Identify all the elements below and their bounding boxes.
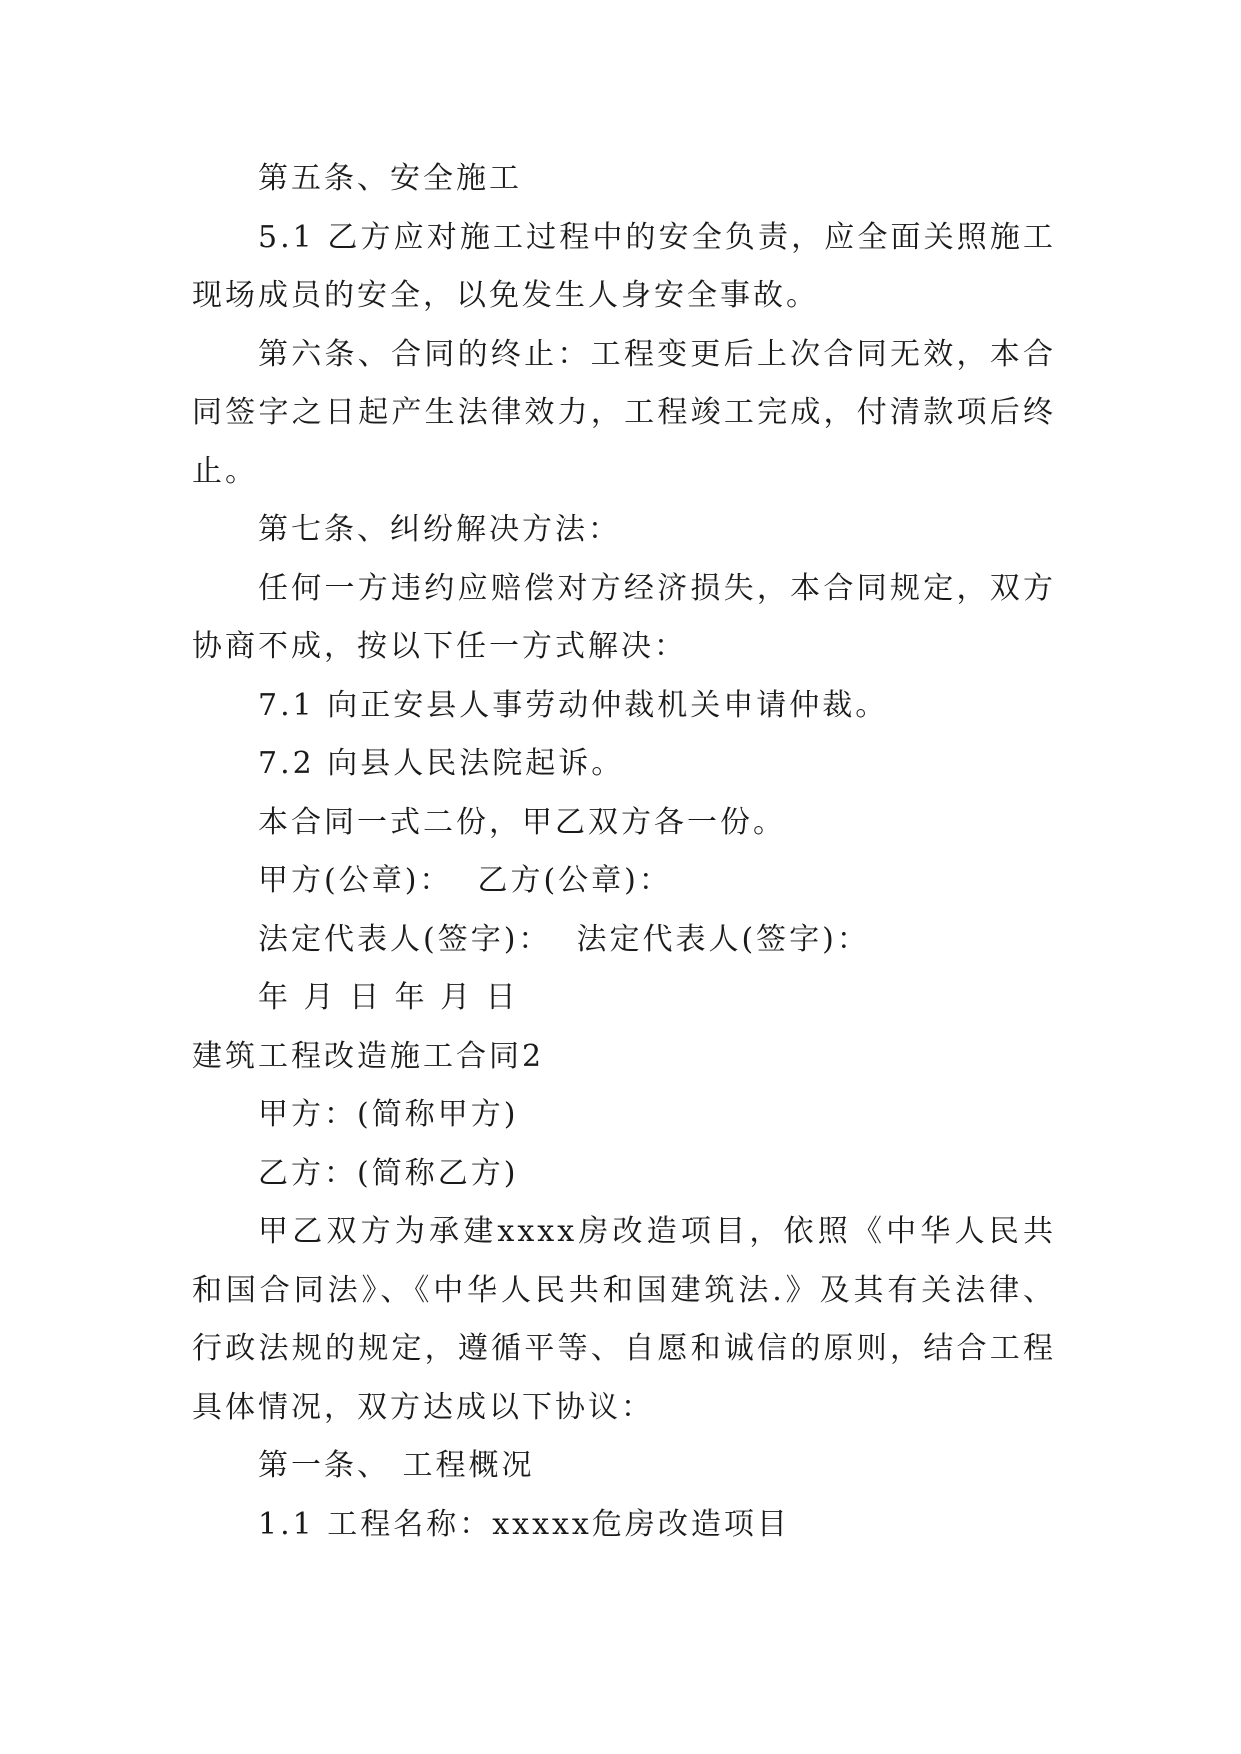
- copies-statement: 本合同一式二份，甲乙双方各一份。: [258, 804, 786, 840]
- contract-2-title: 建筑工程改造施工合同2: [192, 1038, 545, 1074]
- clause-7-1: 7.1 向正安县人事劳动仲裁机关申请仲裁。: [258, 687, 889, 723]
- article-6: 第六条、合同的终止：工程变更后上次合同无效，本合同签字之日起产生法律效力，工程竣工完成，付清款项后终止。: [192, 336, 1056, 489]
- article-7-body: 任何一方违约应赔偿对方经济损失，本合同规定，双方协商不成，按以下任一方式解决：: [192, 570, 1056, 664]
- clause-7-2: 7.2 向县人民法院起诉。: [258, 746, 625, 781]
- clause-1-1: 1.1 工程名称：xxxxx危房改造项目: [258, 1506, 790, 1542]
- seal-line: 甲方(公章)： 乙方(公章)：: [258, 863, 672, 898]
- contract-2-preamble: 甲乙双方为承建xxxx房改造项目，依照《中华人民共和国合同法》、《中华人民共和国建筑法.》及其有关法律、行政法规的规定，遵循平等、自愿和诚信的原则，结合工程具体情况，双方达成以下协议：: [192, 1214, 1056, 1425]
- article-1-heading: 第一条、 工程概况: [258, 1448, 535, 1483]
- party-b-line: 乙方：(简称乙方): [258, 1155, 519, 1191]
- clause-5-1: 5.1 乙方应对施工过程中的安全负责，应全面关照施工现场成员的安全，以免发生人身安全事故。: [192, 219, 1056, 313]
- representative-signature-line: 法定代表人(签字)： 法定代表人(签字)：: [258, 921, 870, 957]
- article-7-heading: 第七条、纠纷解决方法：: [258, 512, 621, 547]
- party-a-line: 甲方：(简称甲方): [258, 1097, 519, 1132]
- document-body: [192, 150, 1056, 1554]
- date-line: 年 月 日 年 月 日: [258, 980, 519, 1015]
- article-5-heading: 第五条、安全施工: [258, 161, 522, 196]
